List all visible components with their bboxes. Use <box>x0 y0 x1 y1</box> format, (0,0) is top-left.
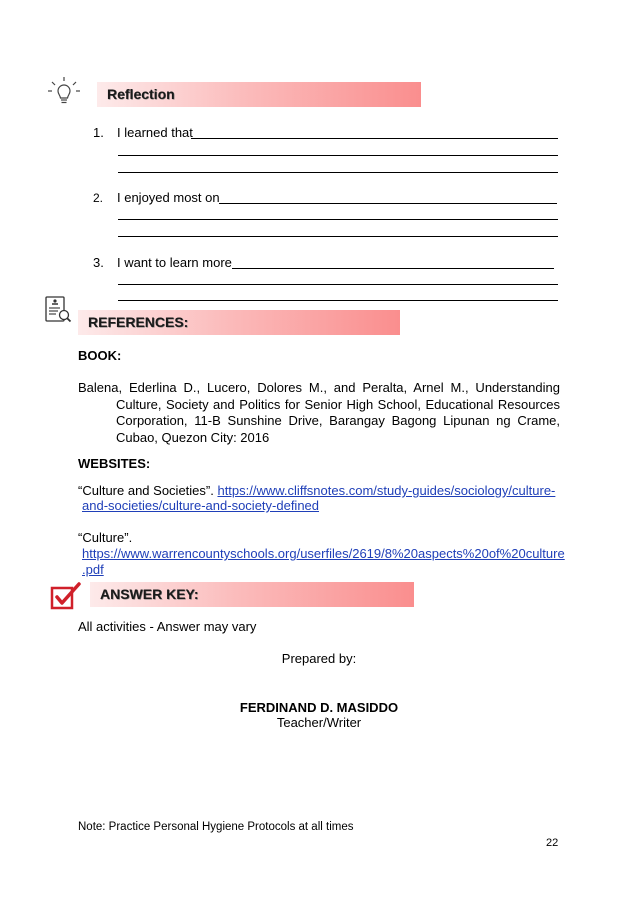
answer-line[interactable] <box>219 203 557 204</box>
site-link[interactable]: https://www.warrencountyschools.org/userfiles/2619/8%20aspects%20of%20culture <box>82 546 565 561</box>
answer-line[interactable] <box>118 300 558 301</box>
book-reference: Balena, Ederlina D., Lucero, Dolores M., and Peralta, Arnel M., Understanding Culture, Society and Politics for Senior High School, Educational Resources Corporation, 11-B Sunshine Drive, Barangay Bagong Lipunan ng Crame, Cubao, Quezon City: 2016 <box>78 380 560 445</box>
answer-line[interactable] <box>118 155 558 156</box>
answer-line[interactable] <box>118 284 558 285</box>
lightbulb-icon <box>47 76 81 106</box>
reflection-title: Reflection <box>107 86 175 102</box>
website-reference-1-cont <box>82 498 319 515</box>
footer-note: Note: Practice Personal Hygiene Protocols at all times <box>78 821 354 833</box>
answer-key-text: All activities - Answer may vary <box>78 619 257 634</box>
checkbox-icon <box>50 582 82 612</box>
websites-heading: WEBSITES: <box>78 456 151 471</box>
item-number: 3. <box>93 255 104 270</box>
document-search-icon <box>44 296 72 324</box>
site-link[interactable]: https://www.cliffsnotes.com/study-guides/sociology/culture- <box>217 483 556 498</box>
site-link[interactable]: and-societies/culture-and-society-defined <box>82 498 320 513</box>
answer-line[interactable] <box>118 172 558 173</box>
answer-key-title: ANSWER KEY: <box>100 586 199 602</box>
item-number: 2. <box>93 191 104 205</box>
item-number: 1. <box>93 125 104 140</box>
site-title: “Culture”. <box>78 530 133 545</box>
author-name: FERDINAND D. MASIDDO <box>239 700 399 715</box>
references-title: REFERENCES: <box>88 314 189 330</box>
book-heading: BOOK: <box>78 348 122 363</box>
page-number: 22 <box>546 837 559 849</box>
answer-line[interactable] <box>118 219 558 220</box>
website-reference-2 <box>82 546 565 563</box>
answer-line[interactable] <box>232 268 554 269</box>
item-prompt: I enjoyed most on <box>117 190 220 205</box>
website-reference-2-cont <box>82 562 104 579</box>
item-prompt: I want to learn more <box>117 255 232 270</box>
site-title: “Culture and Societies”. <box>78 483 214 498</box>
answer-line[interactable] <box>191 138 558 139</box>
author-role: Teacher/Writer <box>276 715 362 730</box>
reflection-banner <box>97 82 421 107</box>
answer-line[interactable] <box>118 236 558 237</box>
prepared-by: Prepared by: <box>281 651 357 666</box>
answer-key-banner <box>90 582 414 607</box>
item-prompt: I learned that <box>117 125 193 140</box>
site-link[interactable]: .pdf <box>82 562 104 577</box>
references-banner <box>78 310 400 335</box>
